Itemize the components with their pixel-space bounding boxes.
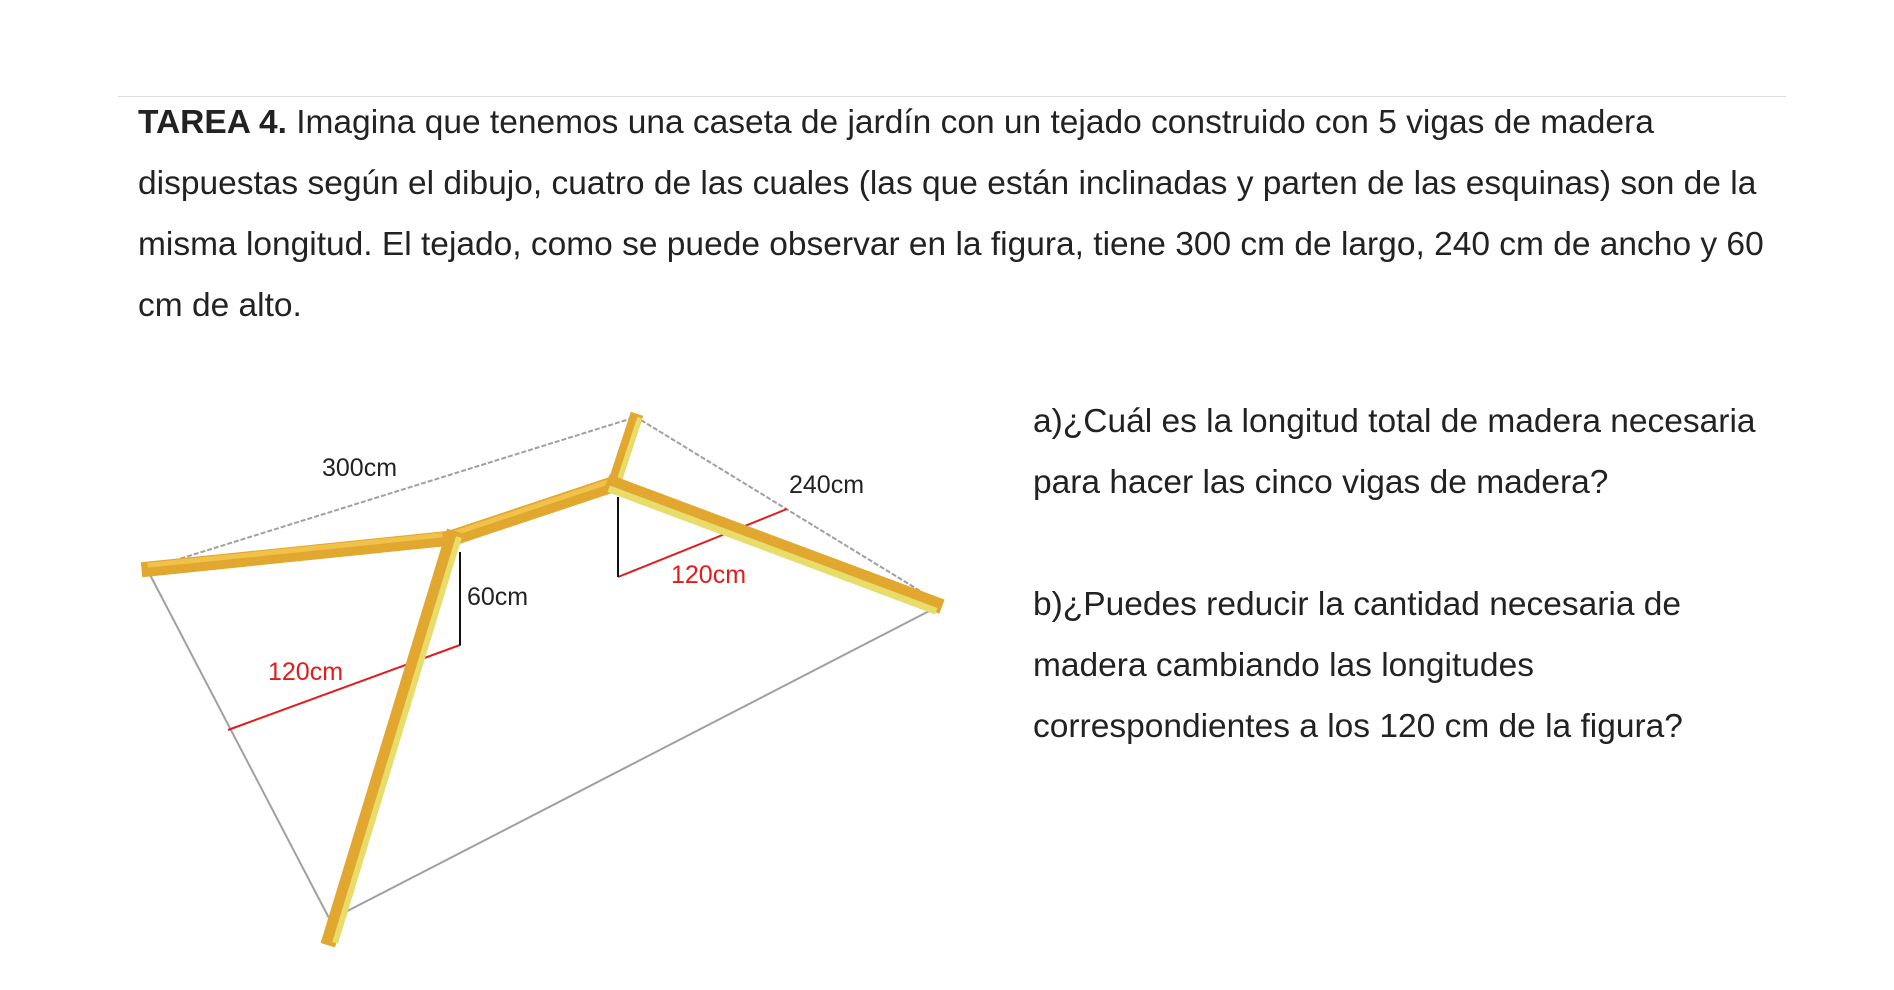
label-height: 60cm [467,583,529,611]
question-b: b)¿Puedes reducir la cantidad necesaria de madera cambiando las longitudes correspondientes a los 120 cm de la figura? [1033,586,1683,745]
beam-front-left-face [336,540,458,940]
task-label: TAREA 4. [138,104,287,141]
beam-front-right-face [612,490,933,610]
beam-ridge [452,484,614,538]
question-a: a)¿Cuál es la longitud total de madera necesaria para hacer las cinco vigas de madera? [1033,403,1756,501]
questions [1033,391,1793,757]
task-text: Imagina que tenemos una caseta de jardín con un tejado construido con 5 vigas de madera dispuestas según el dibujo, cuatro de las cuales (las que están inclinadas y parten de las esquinas) son de la misma longitud. El tejado, como se puede observar en la figura, tiene 300 cm de largo, 240 cm de ancho y 60 cm de alto. [138,104,1764,324]
label-offset-left: 120cm [268,658,344,686]
beam-ridge-face [452,480,614,534]
label-width: 240cm [789,471,865,499]
beam-back-right [614,420,635,484]
outline-front-edge [147,569,935,920]
label-length: 300cm [322,454,398,482]
beam-front-left [330,538,452,938]
offset-measurements [228,509,787,730]
label-offset-right: 120cm [671,561,747,589]
